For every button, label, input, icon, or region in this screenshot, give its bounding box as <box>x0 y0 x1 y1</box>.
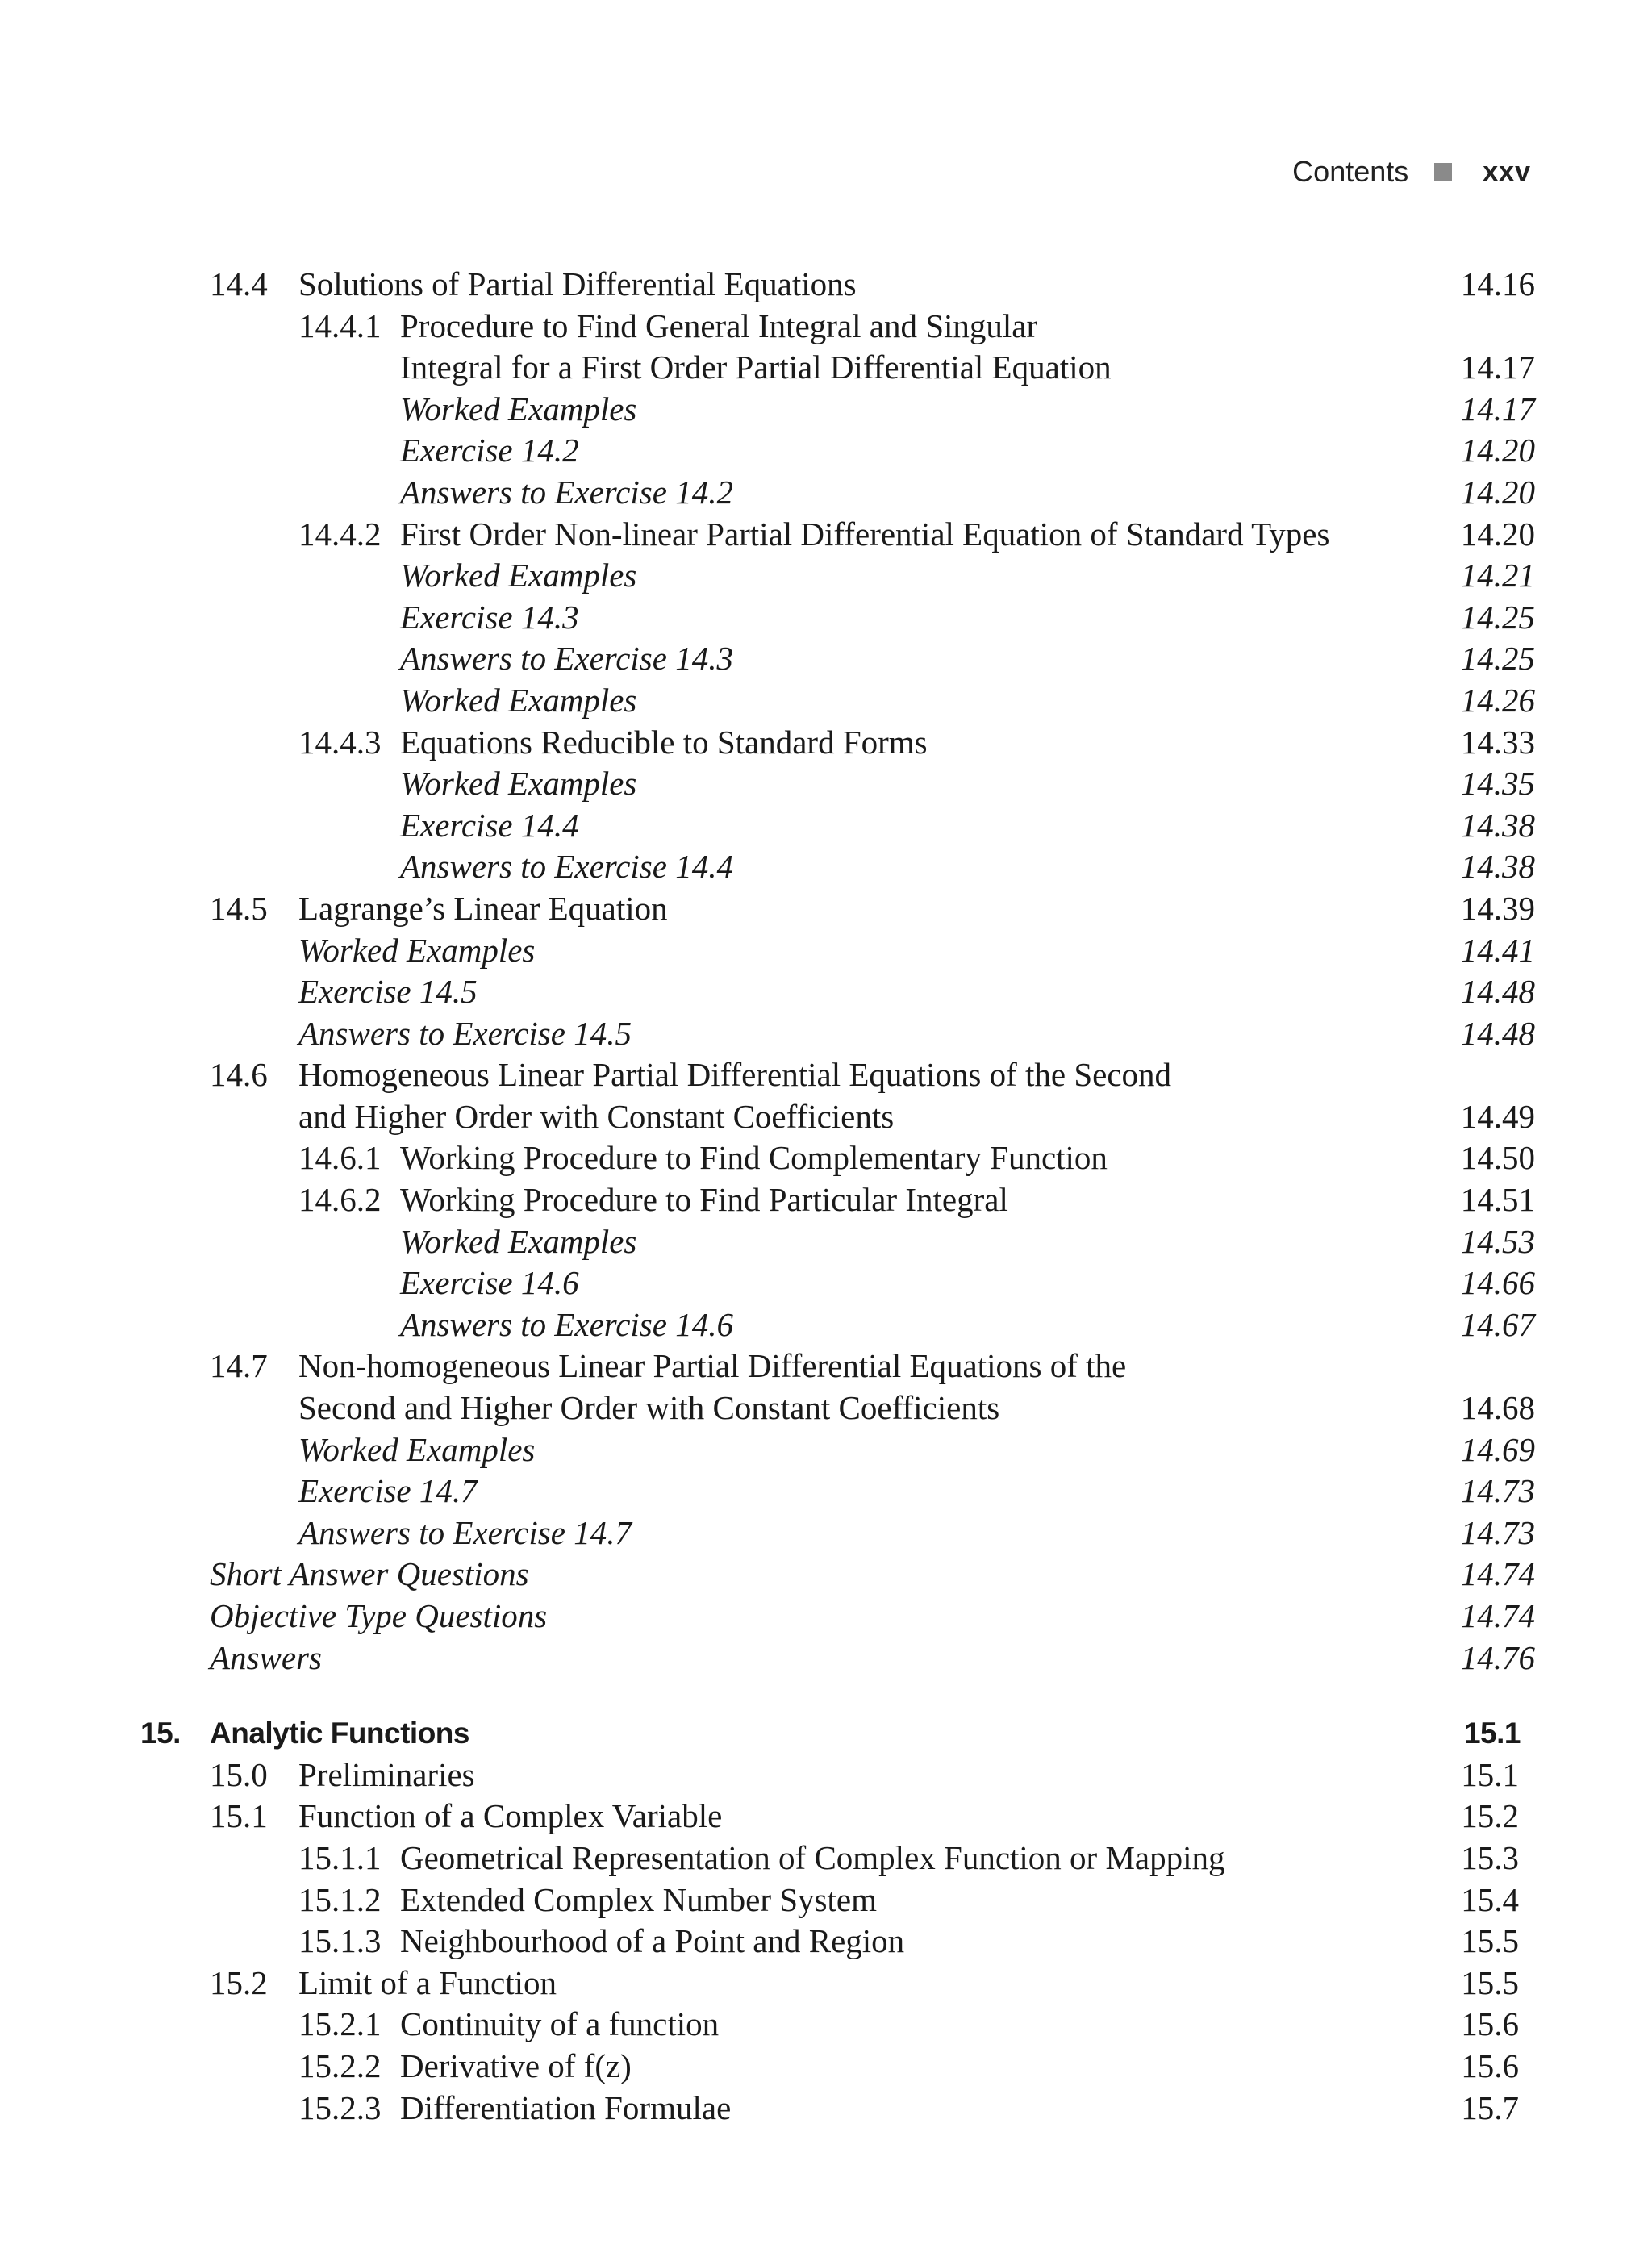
toc-entry-page: 14.68 <box>1460 1389 1535 1427</box>
toc-entry-title: Answers to Exercise 14.4 <box>400 848 733 886</box>
toc-entry <box>0 2004 1652 2046</box>
toc-entry-title: Procedure to Find General Integral and Singular <box>400 307 1038 344</box>
toc-entry-number: 15.1.1 <box>298 1838 382 1876</box>
toc-entry-page: 14.67 <box>1460 1305 1535 1343</box>
toc-entry-page: 14.16 <box>1460 265 1535 302</box>
toc-entry <box>0 430 1652 472</box>
toc-entry-page: 14.25 <box>1460 640 1535 678</box>
toc-entry-title: Worked Examples <box>400 1222 637 1260</box>
toc-entry <box>0 846 1652 888</box>
toc-entry-number: 15.1 <box>210 1797 268 1835</box>
toc-entry <box>0 1879 1652 1921</box>
toc-entry-number: 15.0 <box>210 1755 268 1793</box>
toc-entry-title: Worked Examples <box>400 681 637 719</box>
toc-entry-page: 14.50 <box>1460 1139 1535 1177</box>
toc-entry-page: 15.5 <box>1461 1922 1519 1960</box>
toc-entry-title: and Higher Order with Constant Coefficients <box>298 1097 895 1135</box>
toc-entry-title: Neighbourhood of a Point and Region <box>400 1922 905 1960</box>
toc-entry-number: 15.2.3 <box>298 2088 382 2126</box>
toc-entry <box>0 1754 1652 1796</box>
toc-entry-page: 14.35 <box>1460 765 1535 803</box>
toc-entry <box>0 805 1652 847</box>
toc-entry-number: 15.1.2 <box>298 1880 382 1918</box>
toc-entry-page: 14.66 <box>1460 1264 1535 1302</box>
toc-entry-page: 14.25 <box>1460 598 1535 636</box>
toc-entry-title: Continuity of a function <box>400 2005 720 2043</box>
toc-entry-page: 15.4 <box>1461 1880 1519 1918</box>
header-section-label: Contents <box>1292 155 1409 188</box>
toc-entry-page: 14.39 <box>1460 889 1535 927</box>
toc-entry <box>0 1221 1652 1263</box>
toc-entry-page: 14.20 <box>1460 473 1535 511</box>
toc-entry <box>0 930 1652 972</box>
toc-entry-title: Exercise 14.4 <box>400 806 579 844</box>
toc-entry-page: 14.38 <box>1460 848 1535 886</box>
toc-entry-title: Exercise 14.5 <box>298 973 478 1011</box>
toc-entry-title: Extended Complex Number System <box>400 1880 877 1918</box>
toc-entry-title: Preliminaries <box>298 1755 475 1793</box>
toc-entry-page: 14.51 <box>1460 1181 1535 1219</box>
toc-entry <box>0 1096 1652 1138</box>
toc-entry-number: 15. <box>140 1717 181 1750</box>
toc-entry-title: Answers to Exercise 14.2 <box>400 473 733 511</box>
toc-entry-page: 14.73 <box>1460 1513 1535 1551</box>
header-page-number: xxv <box>1483 156 1531 187</box>
toc-entry <box>0 1429 1652 1471</box>
toc-entry-number: 14.4.2 <box>298 515 382 553</box>
toc-entry-page: 14.41 <box>1460 931 1535 969</box>
toc-entry-page: 14.74 <box>1460 1555 1535 1593</box>
toc-entry <box>0 2046 1652 2088</box>
toc-entry <box>0 347 1652 389</box>
toc-entry-title: Exercise 14.7 <box>298 1472 478 1510</box>
toc-entry-number: 15.2.1 <box>298 2005 382 2043</box>
toc-entry <box>0 1304 1652 1346</box>
toc-entry-number: 14.4 <box>210 265 268 302</box>
toc-entry-page: 15.6 <box>1461 2046 1519 2084</box>
toc-entry-title: Non-homogeneous Linear Partial Differential Equations of the <box>298 1347 1127 1385</box>
toc-entry-title: Short Answer Questions <box>210 1555 529 1593</box>
toc-entry-page: 14.74 <box>1460 1597 1535 1634</box>
toc-entry-page: 15.1 <box>1461 1755 1519 1793</box>
toc-entry <box>0 514 1652 556</box>
toc-spacer <box>0 1679 1652 1713</box>
toc-entry-page: 14.17 <box>1460 348 1535 386</box>
toc-entry-title: Differentiation Formulae <box>400 2088 732 2126</box>
toc-entry <box>0 1512 1652 1554</box>
toc-entry-page: 15.5 <box>1461 1963 1519 2001</box>
toc-entry-page: 14.48 <box>1460 973 1535 1011</box>
toc-entry <box>0 1345 1652 1387</box>
toc-entry-title: Integral for a First Order Partial Differential Equation <box>400 348 1112 386</box>
toc-entry <box>0 472 1652 514</box>
toc-entry-number: 15.1.3 <box>298 1922 382 1960</box>
toc-entry-page: 14.21 <box>1460 557 1535 594</box>
toc-entry <box>0 1137 1652 1179</box>
toc-entry-title: Analytic Functions <box>210 1717 469 1750</box>
running-header <box>1292 152 1531 192</box>
toc-entry-title: Objective Type Questions <box>210 1597 548 1634</box>
toc-entry-title: Second and Higher Order with Constant Coefficients <box>298 1389 1000 1427</box>
toc-entry <box>0 306 1652 348</box>
toc-entry-page: 14.48 <box>1460 1014 1535 1052</box>
toc-entry-title: First Order Non-linear Partial Differential Equation of Standard Types <box>400 515 1330 553</box>
toc-entry-page: 14.53 <box>1460 1222 1535 1260</box>
toc-entry <box>0 1262 1652 1304</box>
toc-entry <box>0 763 1652 805</box>
toc-entry-title: Exercise 14.6 <box>400 1264 579 1302</box>
toc-entry-title: Answers to Exercise 14.5 <box>298 1014 632 1052</box>
toc-entry <box>0 1471 1652 1512</box>
toc-entry-title: Homogeneous Linear Partial Differential Equations of the Second <box>298 1056 1172 1094</box>
toc-entry-title: Working Procedure to Find Complementary Function <box>400 1139 1108 1177</box>
toc-entry <box>0 1963 1652 2005</box>
toc-entry-page: 14.76 <box>1460 1638 1535 1676</box>
toc-entry-title: Worked Examples <box>400 765 637 803</box>
toc-entry <box>0 1921 1652 1963</box>
toc-entry-page: 14.20 <box>1460 515 1535 553</box>
toc-entry-page: 15.7 <box>1461 2088 1519 2126</box>
toc-entry-number: 15.2 <box>210 1963 268 2001</box>
toc-entry-page: 14.38 <box>1460 806 1535 844</box>
toc-entry-page: 14.20 <box>1460 432 1535 469</box>
toc-entry-number: 14.6.2 <box>298 1181 382 1219</box>
toc-entry-number: 15.2.2 <box>298 2046 382 2084</box>
toc-entry-title: Answers to Exercise 14.6 <box>400 1305 733 1343</box>
toc-entry-number: 14.4.1 <box>298 307 382 344</box>
toc-entry <box>0 888 1652 930</box>
toc-entry-page: 14.69 <box>1460 1430 1535 1468</box>
toc-entry-page: 14.73 <box>1460 1472 1535 1510</box>
toc-chapter-entry <box>0 1713 1652 1754</box>
toc-entry-title: Worked Examples <box>400 390 637 428</box>
toc-entry-title: Working Procedure to Find Particular Integral <box>400 1181 1008 1219</box>
toc-entry-page: 14.17 <box>1460 390 1535 428</box>
toc-entry <box>0 1596 1652 1637</box>
toc-entry <box>0 680 1652 722</box>
toc-entry-page: 15.3 <box>1461 1838 1519 1876</box>
toc-entry <box>0 2088 1652 2130</box>
toc-entry-number: 14.5 <box>210 889 268 927</box>
toc-entry-page: 14.33 <box>1460 723 1535 761</box>
toc-entry-title: Geometrical Representation of Complex Function or Mapping <box>400 1838 1225 1876</box>
toc-entry-title: Answers <box>210 1638 322 1676</box>
toc-entry <box>0 389 1652 431</box>
table-of-contents <box>0 264 1652 2129</box>
toc-entry <box>0 1387 1652 1429</box>
toc-entry-page: 15.2 <box>1461 1797 1519 1835</box>
toc-entry-number: 14.7 <box>210 1347 268 1385</box>
toc-entry-title: Solutions of Partial Differential Equations <box>298 265 857 302</box>
toc-entry-number: 14.4.3 <box>298 723 382 761</box>
toc-entry <box>0 722 1652 764</box>
square-bullet-icon <box>1434 163 1452 181</box>
toc-entry-title: Worked Examples <box>298 931 536 969</box>
toc-entry-title: Function of a Complex Variable <box>298 1797 723 1835</box>
toc-entry-title: Exercise 14.2 <box>400 432 579 469</box>
toc-entry-title: Exercise 14.3 <box>400 598 579 636</box>
toc-entry-number: 14.6 <box>210 1056 268 1094</box>
toc-entry <box>0 555 1652 597</box>
toc-entry-page: 14.49 <box>1460 1097 1535 1135</box>
toc-entry <box>0 638 1652 680</box>
toc-entry <box>0 597 1652 639</box>
toc-entry-page: 14.26 <box>1460 681 1535 719</box>
toc-entry <box>0 1796 1652 1838</box>
toc-entry-title: Derivative of f(z) <box>400 2046 632 2084</box>
toc-entry <box>0 1637 1652 1679</box>
toc-entry-title: Answers to Exercise 14.3 <box>400 640 733 678</box>
toc-entry-title: Equations Reducible to Standard Forms <box>400 723 928 761</box>
toc-entry-title: Limit of a Function <box>298 1963 557 2001</box>
toc-entry-page: 15.1 <box>1463 1717 1521 1750</box>
toc-entry <box>0 1179 1652 1221</box>
toc-entry-title: Worked Examples <box>400 557 637 594</box>
toc-entry-title: Answers to Exercise 14.7 <box>298 1513 632 1551</box>
toc-entry-title: Worked Examples <box>298 1430 536 1468</box>
toc-entry-number: 14.6.1 <box>298 1139 382 1177</box>
toc-entry-page: 15.6 <box>1461 2005 1519 2043</box>
toc-entry <box>0 264 1652 306</box>
toc-entry <box>0 971 1652 1013</box>
toc-entry <box>0 1838 1652 1879</box>
toc-entry <box>0 1054 1652 1096</box>
toc-entry <box>0 1013 1652 1055</box>
toc-entry-title: Lagrange’s Linear Equation <box>298 889 668 927</box>
toc-entry <box>0 1554 1652 1596</box>
